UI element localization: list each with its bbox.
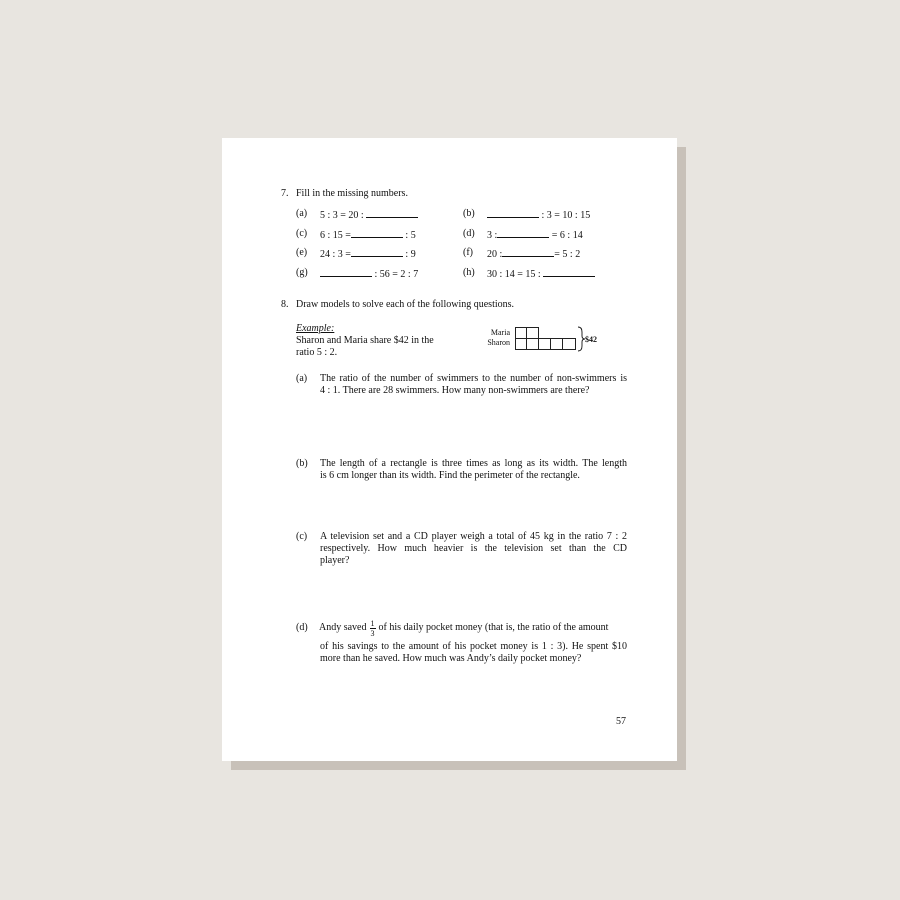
q7b-label: (b) [463, 208, 475, 219]
q8d-text: of his savings to the amount of his pocket money is 1 : 3). He spent $10 more than he saved. How much was Andy’s daily pocket money? [320, 641, 627, 664]
q7e-label: (e) [296, 247, 308, 258]
q7b-blank[interactable] [487, 208, 539, 218]
example-line-1: Sharon and Maria share $42 in the [296, 335, 434, 346]
page-number: 57 [616, 716, 626, 727]
sharon-label: Sharon [487, 338, 510, 347]
q8b-label: (b) [296, 458, 308, 469]
q7e-blank[interactable] [351, 247, 403, 257]
worksheet-page [222, 138, 677, 761]
q8d-label: (d) [296, 622, 308, 633]
q8b-text: The length of a rectangle is three times as long as its width. The length is 6 cm longer than its width. Find the perimeter of the rectangle. [320, 458, 627, 481]
q7c-label: (c) [296, 228, 308, 239]
q7a-equation: 5 : 3 = 20 : [320, 208, 418, 222]
q7h-equation: 30 : 14 = 15 : [487, 267, 595, 281]
q7b-equation: : 3 = 10 : 15 [487, 208, 590, 222]
q7a-blank[interactable] [366, 208, 418, 218]
q8d-first-line: Andy saved $\frac{1}{3}$ of his daily pocket money (that is, the ratio of the amount [319, 618, 609, 638]
q8c-label: (c) [296, 531, 308, 542]
q8-number: 8. [281, 299, 289, 310]
q8a-label: (a) [296, 373, 308, 384]
q7-instruction: Fill in the missing numbers. [296, 188, 408, 199]
q8a-text: The ratio of the number of swimmers to the number of non-swimmers is 4 : 1. There are 28 swimmers. How many non-swimmers are there? [320, 373, 627, 396]
q7g-blank[interactable] [320, 267, 372, 277]
q7a-label: (a) [296, 208, 308, 219]
q8-instruction: Draw models to solve each of the following questions. [296, 299, 515, 310]
sharon-unit [562, 338, 576, 350]
one-third-fraction: $\frac{1}{3}$ [370, 618, 375, 638]
total-label: $42 [585, 335, 597, 344]
q7h-label: (h) [463, 267, 475, 278]
q7g-label: (g) [296, 267, 308, 278]
q7d-blank[interactable] [497, 228, 549, 238]
q7c-equation: 6 : 15 = : 5 [320, 230, 416, 241]
example-heading: Example: [296, 323, 335, 334]
q7d-label: (d) [463, 228, 475, 239]
q7d-equation: 3 : = 6 : 14 [487, 230, 583, 241]
q7f-label: (f) [463, 247, 473, 258]
q7f-equation: 20 : = 5 : 2 [487, 249, 581, 260]
q7h-blank[interactable] [543, 267, 595, 277]
example-line-2: ratio 5 : 2. [296, 347, 338, 358]
q7c-blank[interactable] [351, 228, 403, 238]
maria-label: Maria [490, 328, 510, 337]
q7-number: 7. [281, 188, 289, 199]
q7f-blank[interactable] [502, 247, 554, 257]
q7e-equation: 24 : 3 = : 9 [320, 249, 416, 260]
q7g-equation: : 56 = 2 : 7 [320, 267, 418, 281]
q8c-text: A television set and a CD player weigh a total of 45 kg in the ratio 7 : 2 respectively. How much heavier is the television set than the CD player? [320, 531, 627, 566]
